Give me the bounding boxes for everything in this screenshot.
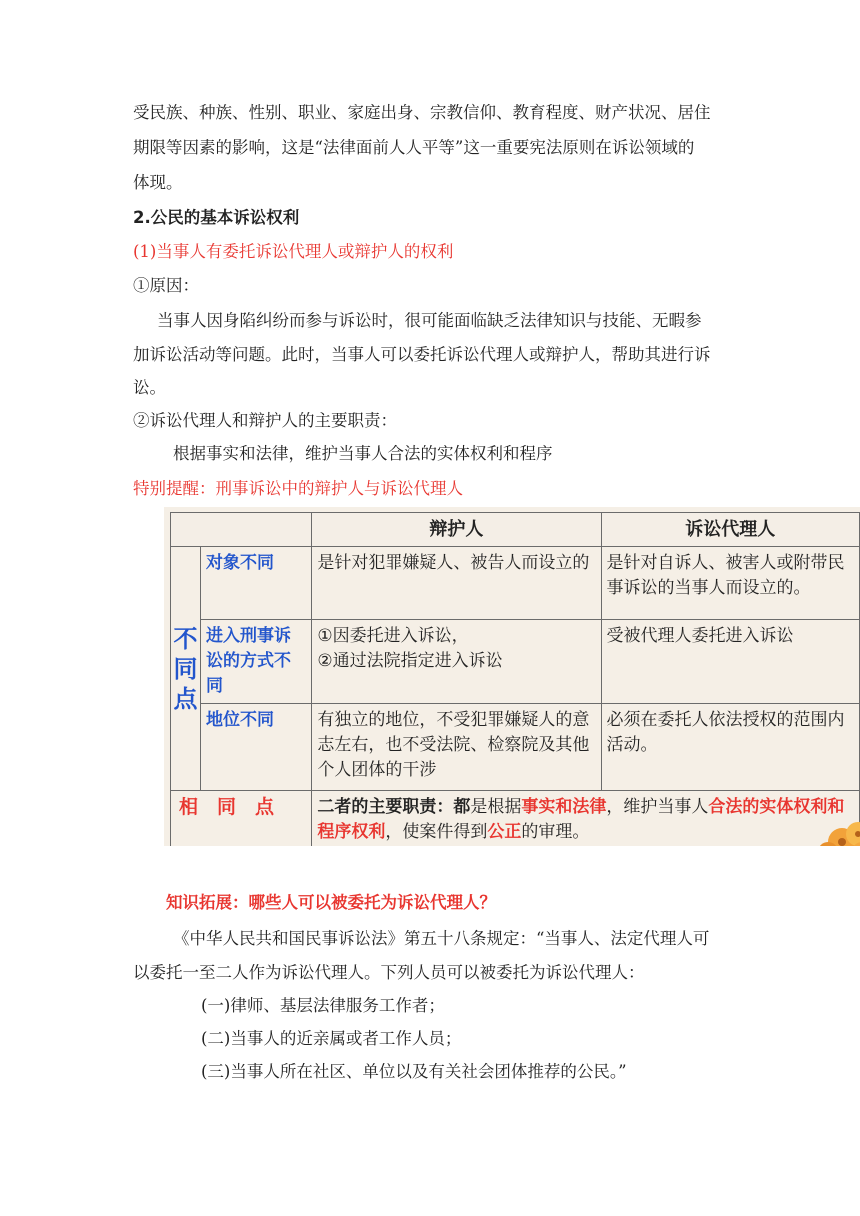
header-defender: 辩护人 [312, 513, 601, 547]
special-reminder: 特别提醒：刑事诉讼中的辩护人与诉讼代理人 [133, 479, 463, 498]
aspect-entry-method: 进入刑事诉讼的方式不同 [200, 620, 311, 704]
defender-entry-method: ①因委托进入诉讼， ②通过法院指定进入诉讼 [312, 620, 601, 704]
intro-line-3: 体现。 [133, 173, 183, 192]
extension-item-1: (一)律师、基层法律服务工作者； [201, 996, 445, 1015]
same-point-label: 相 同 点 [171, 791, 312, 847]
extension-line-1: 《中华人民共和国民事诉讼法》第五十八条规定：“当事人、法定代理人可 [173, 929, 710, 948]
intro-line-1: 受民族、种族、性别、职业、家庭出身、宗教信仰、教育程度、财产状况、居住 [133, 103, 711, 122]
header-empty [171, 513, 312, 547]
section-title: 2.公民的基本诉讼权利 [133, 208, 300, 227]
header-agent: 诉讼代理人 [601, 513, 859, 547]
same-point-content: 二者的主要职责：都是根据事实和法律，维护当事人合法的实体权利和程序权利，使案件得到公正的审理。 [312, 791, 860, 847]
difference-group-label: 不 同 点 [171, 547, 201, 791]
extension-title: 知识拓展：哪些人可以被委托为诉讼代理人？ [166, 893, 496, 912]
extension-item-2: (二)当事人的近亲属或者工作人员； [201, 1029, 462, 1048]
defender-status: 有独立的地位，不受犯罪嫌疑人的意志左右，也不受法院、检察院及其他个人团体的干涉 [312, 704, 601, 791]
flower-decoration-icon [802, 806, 860, 846]
subsection-title: (1)当事人有委托诉讼代理人或辩护人的权利 [133, 242, 454, 261]
reason-line-2: 加诉讼活动等问题。此时，当事人可以委托诉讼代理人或辩护人，帮助其进行诉 [133, 345, 711, 364]
intro-line-2: 期限等因素的影响，这是“法律面前人人平等”这一重要宪法原则在诉讼领域的 [133, 138, 695, 157]
agent-entry-method: 受被代理人委托进入诉讼 [601, 620, 859, 704]
aspect-target: 对象不同 [200, 547, 311, 620]
reason-label: ①原因： [133, 276, 199, 295]
aspect-status: 地位不同 [200, 704, 311, 791]
comparison-table [170, 512, 860, 846]
defender-target: 是针对犯罪嫌疑人、被告人而设立的 [312, 547, 601, 620]
duty-label: ②诉讼代理人和辩护人的主要职责： [133, 411, 397, 430]
comparison-table-image [164, 507, 860, 846]
agent-target: 是针对自诉人、被害人或附带民事诉讼的当事人而设立的。 [601, 547, 859, 620]
reason-line-1: 当事人因身陷纠纷而参与诉讼时，很可能面临缺乏法律知识与技能、无暇参 [157, 311, 702, 330]
agent-status: 必须在委托人依法授权的范围内活动。 [601, 704, 859, 791]
extension-item-3: (三)当事人所在社区、单位以及有关社会团体推荐的公民。” [201, 1062, 627, 1081]
duty-text: 根据事实和法律，维护当事人合法的实体权利和程序 [173, 444, 553, 463]
extension-line-2: 以委托一至二人作为诉讼代理人。下列人员可以被委托为诉讼代理人： [133, 963, 645, 982]
reason-line-3: 讼。 [133, 378, 166, 397]
